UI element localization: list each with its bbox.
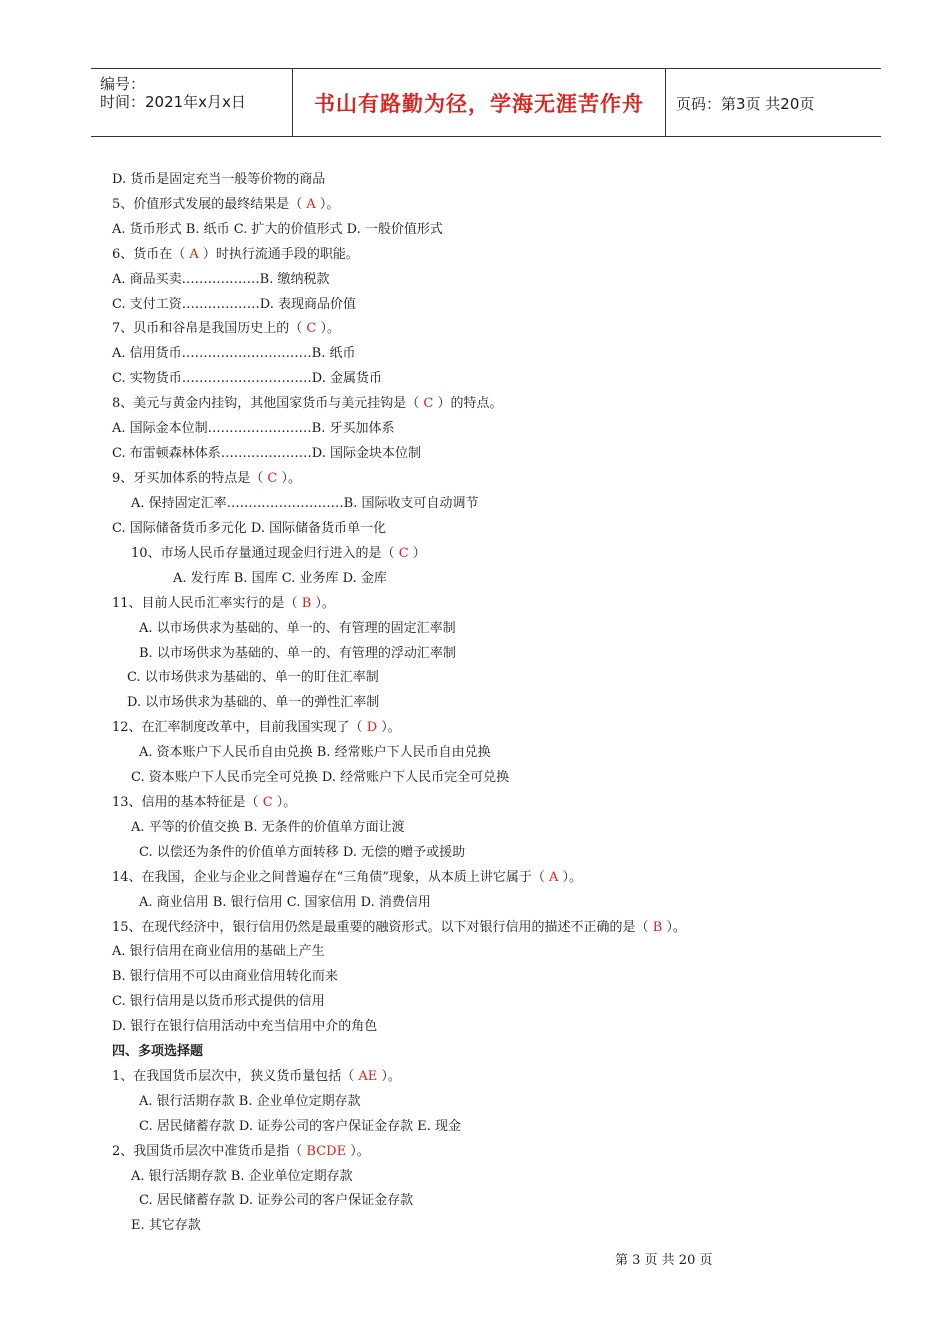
line-text: A. 商品买卖………………B. 缴纳税款 (112, 272, 330, 287)
text-line (112, 944, 325, 960)
header-page-label: 页码：第3页 共20页 (676, 95, 815, 113)
answer-mark: BCDE (306, 1144, 347, 1159)
line-text: 10、市场人民币存量通过现金归行进入的是（ (131, 546, 399, 561)
line-text: C. 银行信用是以货币形式提供的信用 (112, 994, 325, 1009)
header-page-cell (666, 69, 881, 136)
line-text: 9、牙买加体系的特点是（ (112, 471, 268, 486)
section-heading (112, 1044, 203, 1060)
answer-mark: A (306, 197, 316, 212)
page-footer: 第 3 页 共 20 页 (615, 1253, 713, 1268)
answer-mark: A (548, 870, 559, 885)
text-line (131, 820, 405, 836)
line-text: E. 其它存款 (131, 1218, 201, 1233)
answer-mark: AE (358, 1069, 378, 1084)
header-meta-cell (91, 69, 293, 136)
header-motto-cell (293, 69, 666, 136)
line-text: C. 实物货币…………………………D. 金属货币 (112, 371, 382, 386)
line-text: 12、在汇率制度改革中，目前我国实现了（ (112, 720, 367, 735)
text-line (131, 1218, 201, 1234)
line-text: D. 货币是固定充当一般等价物的商品 (112, 172, 326, 187)
answer-mark: C (423, 396, 434, 411)
text-line (112, 346, 355, 362)
text-line (131, 496, 478, 512)
text-line (112, 521, 386, 537)
line-text: ）时执行流通手段的职能。 (198, 247, 359, 262)
line-text: ）。 (662, 920, 686, 935)
line-text: 14、在我国，企业与企业之间普遍存在“三角债”现象，从本质上讲它属于（ (112, 870, 549, 885)
header-time-label: 时间：2021年x月x日 (100, 93, 246, 111)
text-line (131, 546, 426, 562)
line-text: ）的特点。 (433, 396, 503, 411)
text-line (112, 297, 356, 313)
text-line (112, 247, 359, 263)
line-text: C. 以市场供求为基础的、单一的盯住汇率制 (127, 670, 379, 685)
text-line (112, 471, 301, 487)
text-line (112, 720, 401, 736)
line-text: A. 商业信用 B. 银行信用 C. 国家信用 D. 消费信用 (139, 895, 431, 910)
text-line (131, 1169, 353, 1185)
line-text: ）。 (316, 321, 340, 336)
text-line (112, 1069, 401, 1085)
line-text: A. 银行信用在商业信用的基础上产生 (112, 944, 325, 959)
text-line (112, 371, 382, 387)
text-line (112, 596, 335, 612)
line-text: C. 居民储蓄存款 D. 证券公司的客户保证金存款 E. 现金 (139, 1119, 461, 1134)
line-text: B. 以市场供求为基础的、单一的、有管理的浮动汇率制 (139, 646, 456, 661)
text-line (139, 745, 491, 761)
text-line (112, 1019, 377, 1035)
header-id-label: 编号： (100, 75, 146, 93)
line-text: A. 信用货币…………………………B. 纸币 (112, 346, 356, 361)
line-text: A. 银行活期存款 B. 企业单位定期存款 (139, 1094, 361, 1109)
answer-mark: B (301, 596, 312, 611)
answer-mark: A (189, 247, 199, 262)
line-text: C. 以偿还为条件的价值单方面转移 D. 无偿的赠予或援助 (139, 845, 466, 860)
text-line (139, 646, 456, 662)
text-line (112, 795, 296, 811)
line-text: 5、价值形式发展的最终结果是（ (112, 197, 307, 212)
line-text: 2、我国货币层次中准货币是指（ (112, 1144, 307, 1159)
line-text: C. 居民储蓄存款 D. 证券公司的客户保证金存款 (139, 1193, 414, 1208)
text-line (112, 172, 325, 188)
answer-mark: C (262, 795, 273, 810)
line-text: C. 资本账户下人民币完全可兑换 D. 经常账户下人民币完全可兑换 (131, 770, 510, 785)
text-line (112, 1144, 370, 1160)
line-text: C. 布雷顿森林体系…………………D. 国际金块本位制 (112, 446, 421, 461)
text-line (112, 446, 421, 462)
line-text: D. 以市场供求为基础的、单一的弹性汇率制 (127, 695, 380, 710)
text-line (173, 571, 387, 587)
line-text: A. 以市场供求为基础的、单一的、有管理的固定汇率制 (139, 621, 456, 636)
answer-mark: C (267, 471, 278, 486)
line-text: A. 资本账户下人民币自由兑换 B. 经常账户下人民币自由兑换 (139, 745, 491, 760)
answer-mark: C (306, 321, 317, 336)
answer-mark: B (652, 920, 663, 935)
text-line (139, 1094, 361, 1110)
line-text: 15、在现代经济中，银行信用仍然是最重要的融资形式。以下对银行信用的描述不正确的是（ (112, 920, 653, 935)
line-text: 四、多项选择题 (112, 1044, 204, 1059)
line-text: C. 支付工资………………D. 表现商品价值 (112, 297, 356, 312)
text-line (112, 197, 339, 213)
line-text: A. 保持固定汇率………………………B. 国际收支可自动调节 (131, 496, 479, 511)
line-text: ）。 (315, 197, 340, 212)
text-line (112, 920, 686, 936)
text-line (112, 969, 338, 985)
header-motto: 书山有路勤为径，学海无涯苦作舟 (314, 91, 644, 116)
line-text: D. 银行在银行信用活动中充当信用中介的角色 (112, 1019, 378, 1034)
line-text: 13、信用的基本特征是（ (112, 795, 263, 810)
line-text: ）。 (377, 720, 401, 735)
answer-mark: D (366, 720, 378, 735)
line-text: A. 平等的价值交换 B. 无条件的价值单方面让渡 (131, 820, 405, 835)
line-text: ）。 (277, 471, 301, 486)
text-line (112, 396, 503, 412)
line-text: 6、货币在（ (112, 247, 190, 262)
text-line (112, 421, 394, 437)
text-line (127, 670, 379, 686)
text-line (139, 895, 431, 911)
line-text: A. 发行库 B. 国库 C. 业务库 D. 金库 (173, 571, 387, 586)
line-text: ）。 (377, 1069, 401, 1084)
text-line (112, 994, 325, 1010)
line-text: ） (408, 546, 426, 561)
line-text: A. 国际金本位制……………………B. 牙买加体系 (112, 421, 395, 436)
line-text: 11、目前人民币汇率实行的是（ (112, 596, 302, 611)
line-text: ）。 (346, 1144, 370, 1159)
line-text: A. 银行活期存款 B. 企业单位定期存款 (131, 1169, 353, 1184)
line-text: ）。 (558, 870, 582, 885)
line-text: A. 货币形式 B. 纸币 C. 扩大的价值形式 D. 一般价值形式 (112, 222, 443, 237)
text-line (131, 770, 509, 786)
text-line (112, 870, 582, 886)
text-line (112, 222, 443, 238)
document-header (91, 68, 881, 137)
answer-mark: C (398, 546, 409, 561)
line-text: B. 银行信用不可以由商业信用转化而来 (112, 969, 338, 984)
text-line (112, 321, 340, 337)
text-line (139, 621, 456, 637)
line-text: 8、美元与黄金内挂钩，其他国家货币与美元挂钩是（ (112, 396, 424, 411)
text-line (139, 1119, 461, 1135)
line-text: 1、在我国货币层次中，狭义货币量包括（ (112, 1069, 359, 1084)
line-text: ）。 (272, 795, 297, 810)
text-line (139, 1193, 413, 1209)
text-line (127, 695, 379, 711)
line-text: C. 国际储备货币多元化 D. 国际储备货币单一化 (112, 521, 387, 536)
line-text: 7、贝币和谷帛是我国历史上的（ (112, 321, 307, 336)
text-line (139, 845, 465, 861)
text-line (112, 272, 329, 288)
line-text: ）。 (311, 596, 335, 611)
